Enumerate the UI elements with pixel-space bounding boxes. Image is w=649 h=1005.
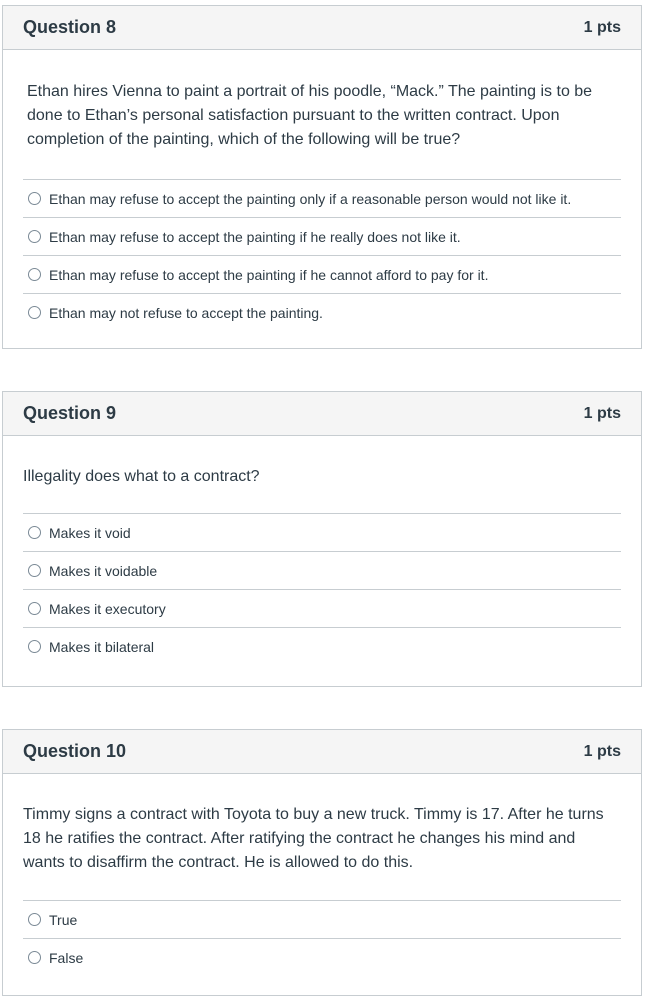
- question-body: [3, 465, 641, 665]
- radio-button[interactable]: [28, 913, 41, 926]
- answer-option[interactable]: [23, 627, 621, 665]
- answer-option[interactable]: [23, 255, 621, 293]
- question-header: [3, 730, 641, 774]
- question-header: [3, 392, 641, 436]
- answer-option[interactable]: [23, 900, 621, 938]
- answer-option[interactable]: [23, 551, 621, 589]
- question-9: [2, 391, 642, 687]
- answer-label: Makes it voidable: [49, 562, 158, 579]
- radio-button[interactable]: [28, 640, 41, 653]
- question-text: Ethan hires Vienna to paint a portrait of his poodle, “Mack.” The painting is to be done to Ethan’s personal satisfaction pursuant to the written contract. Upon completion of the painting, which of the following will be true?: [27, 83, 593, 148]
- radio-button[interactable]: [28, 192, 41, 205]
- answer-option[interactable]: [23, 217, 621, 255]
- question-body: [3, 80, 641, 331]
- question-body: [3, 803, 641, 976]
- answer-list: [23, 513, 621, 665]
- radio-button[interactable]: [28, 526, 41, 539]
- question-10: [2, 729, 642, 996]
- question-text: Timmy signs a contract with Toyota to buy a new truck. Timmy is 17. After he turns 18 he ratifies the contract. After ratifying the contract he changes his mind and wants to disaffirm the contract. He is allowed to do this.: [23, 806, 604, 871]
- answer-label: Ethan may refuse to accept the painting only if a reasonable person would not like it.: [49, 190, 572, 207]
- question-title: Question 9: [23, 403, 117, 423]
- answer-label: Makes it void: [49, 524, 131, 541]
- answer-label: Ethan may refuse to accept the painting if he cannot afford to pay for it.: [49, 266, 489, 283]
- answer-label: True: [49, 911, 78, 928]
- question-title: Question 10: [23, 741, 127, 761]
- answer-option[interactable]: [23, 589, 621, 627]
- answer-list: [23, 179, 621, 331]
- question-points: 1 pts: [583, 18, 621, 36]
- radio-button[interactable]: [28, 230, 41, 243]
- question-points: 1 pts: [583, 742, 621, 760]
- question-header: [3, 6, 641, 50]
- answer-label: False: [49, 949, 84, 966]
- answer-label: Makes it executory: [49, 600, 166, 617]
- question-8: [2, 5, 642, 349]
- answer-list: [23, 900, 621, 976]
- answer-option[interactable]: [23, 938, 621, 976]
- answer-option[interactable]: [23, 179, 621, 217]
- answer-label: Ethan may not refuse to accept the painting.: [49, 304, 323, 321]
- answer-option[interactable]: [23, 293, 621, 331]
- radio-button[interactable]: [28, 306, 41, 319]
- question-points: 1 pts: [583, 404, 621, 422]
- radio-button[interactable]: [28, 951, 41, 964]
- question-text: Illegality does what to a contract?: [23, 468, 260, 485]
- radio-button[interactable]: [28, 564, 41, 577]
- answer-option[interactable]: [23, 513, 621, 551]
- answer-label: Ethan may refuse to accept the painting if he really does not like it.: [49, 228, 461, 245]
- question-title: Question 8: [23, 17, 117, 37]
- radio-button[interactable]: [28, 268, 41, 281]
- answer-label: Makes it bilateral: [49, 638, 155, 655]
- radio-button[interactable]: [28, 602, 41, 615]
